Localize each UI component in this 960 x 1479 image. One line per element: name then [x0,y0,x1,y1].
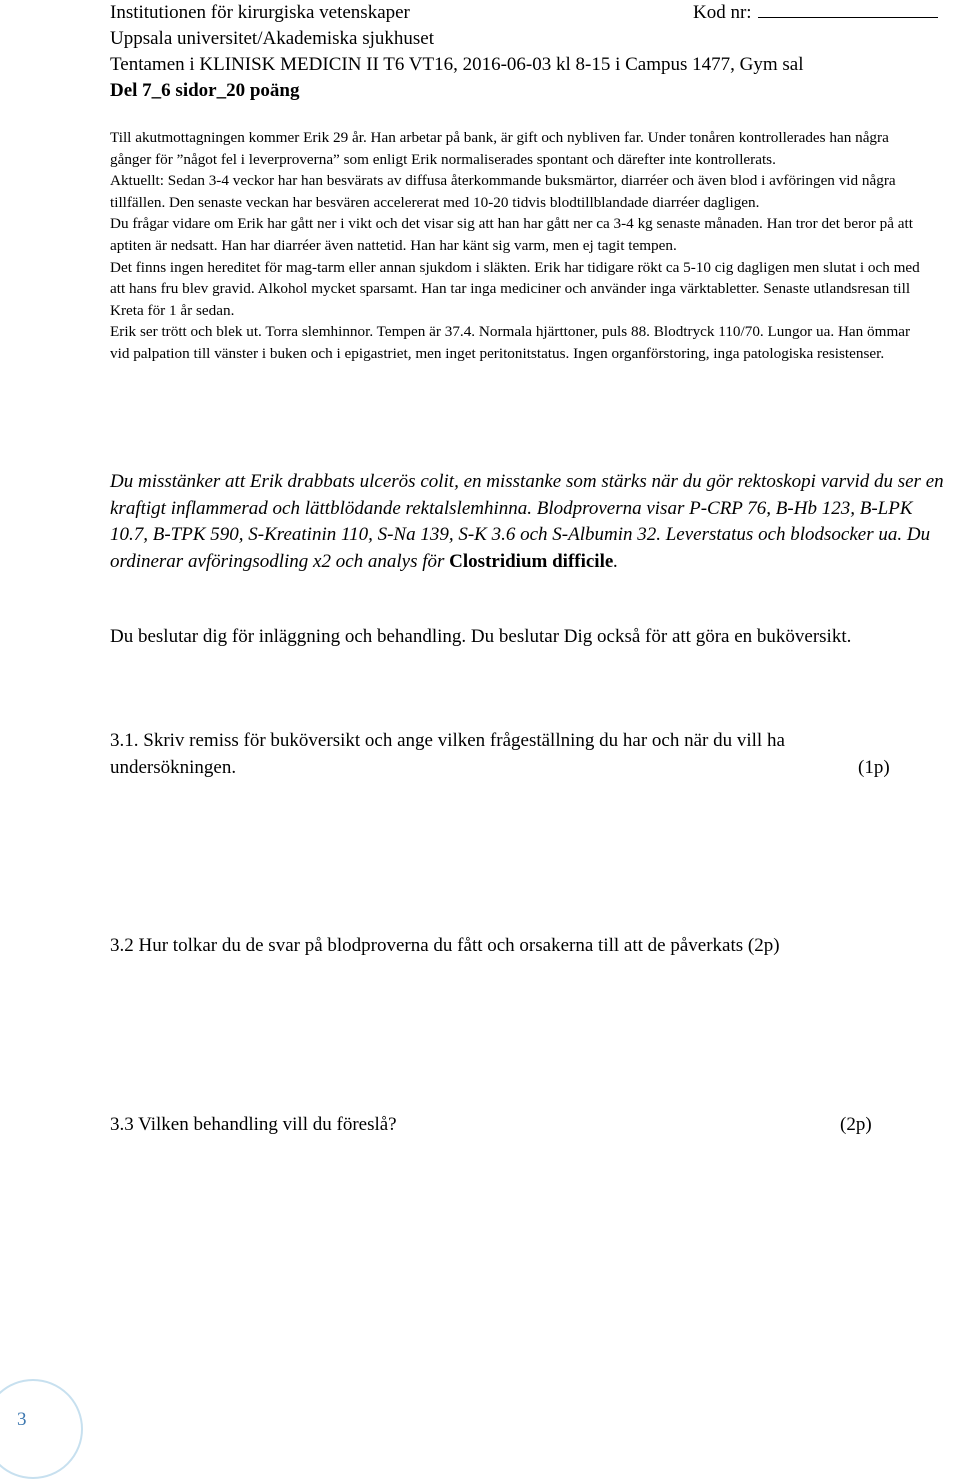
case-paragraph-status: Erik ser trött och blek ut. Torra slemhinnor. Tempen är 37.4. Normala hjärttoner, puls 88. Blodtryck 110/70. Lungor ua. Han ömmar vid palpation till vänster i buken och i epigastriet, men inget peritonitstatus. Ingen organförstoring, inga patologiska resistenser. [110,323,911,362]
part-line: Del 7_6 sidor_20 poäng [110,80,300,101]
case-description [110,127,928,365]
question-3-3-points: (2p) [840,1114,872,1135]
suspicion-text: Du misstänker att Erik drabbats ulcerös colit, en misstanke som stärks när du gör rektoskopi varvid du ser en kraftigt inflammerad och lättblödande rektalslemhinna. Blodproverna visar P-CRP 76, B-Hb 123, B-LPK 10.7, B-TPK 590, S-Kreatinin 110, S-Na 139, S-K 3.6 och S-Albumin 32. Leverstatus och blodsocker ua. Du ordinerar avföringsodling x2 och analys för [110,471,944,572]
question-3-3: 3.3 Vilken behandling vill du föreslå? [110,1114,397,1135]
question-3-1-line1: 3.1. Skriv remiss för buköversikt och ange vilken frågeställning du har och när du vill ha [110,730,785,751]
decision-paragraph [110,624,910,651]
suspicion-end: . [613,550,619,572]
question-3-1-points: (1p) [858,757,890,778]
question-3-1-line2: undersökningen. [110,757,237,778]
code-number-blank [758,0,938,18]
page-number-badge [0,1379,83,1479]
page-number: 3 [17,1409,27,1430]
case-paragraph-current: Aktuellt: Sedan 3-4 veckor har han besvärats av diffusa återkommande buksmärtor, diarréer och även blod i avföringen vid några tillfällen. Den senaste veckan har besvären accelererat med 10-20 tidvis blodtillblandade diarréer dagligen. [110,172,896,211]
decision-text: Du beslutar dig för inläggning och behandling. Du beslutar Dig också för att göra en buköversikt. [110,626,852,647]
university-line: Uppsala universitet/Akademiska sjukhuset [110,28,434,49]
question-3-2: 3.2 Hur tolkar du de svar på blodproverna du fått och orsakerna till att de påverkats (2p) [110,935,780,956]
case-paragraph-intro: Till akutmottagningen kommer Erik 29 år. Han arbetar på bank, är gift och nybliven far. Under tonåren kontrollerades han några gånger för ”något fel i leverproverna” som enligt Erik normaliserades spontant och därefter inte kontrollerats. [110,129,889,168]
suspicion-paragraph [110,469,950,575]
exam-title-line: Tentamen i KLINISK MEDICIN II T6 VT16, 2016-06-03 kl 8-15 i Campus 1477, Gym sal [110,54,804,75]
case-paragraph-history: Du frågar vidare om Erik har gått ner i vikt och det visar sig att han har gått ner ca 3-4 kg senaste månaden. Han tror det beror på att aptiten är nedsatt. Han har diarréer även nattetid. Han har känt sig varm, men ej tagit tempen. [110,215,913,254]
institution-line: Institutionen för kirurgiska vetenskaper [110,2,410,23]
code-number-field [693,0,938,25]
code-number-label: Kod nr: [693,2,752,23]
case-paragraph-social: Det finns ingen hereditet för mag-tarm eller annan sjukdom i släkten. Erik har tidigare rökt ca 5-10 cig dagligen men slutat i och med att hans fru blev gravid. Alkohol mycket sparsamt. Han tar inga mediciner och använder inga värktabletter. Senaste utlandsresan till Kreta för 1 år sedan. [110,258,920,319]
bold-organism-name: Clostridium difficile [449,550,614,572]
